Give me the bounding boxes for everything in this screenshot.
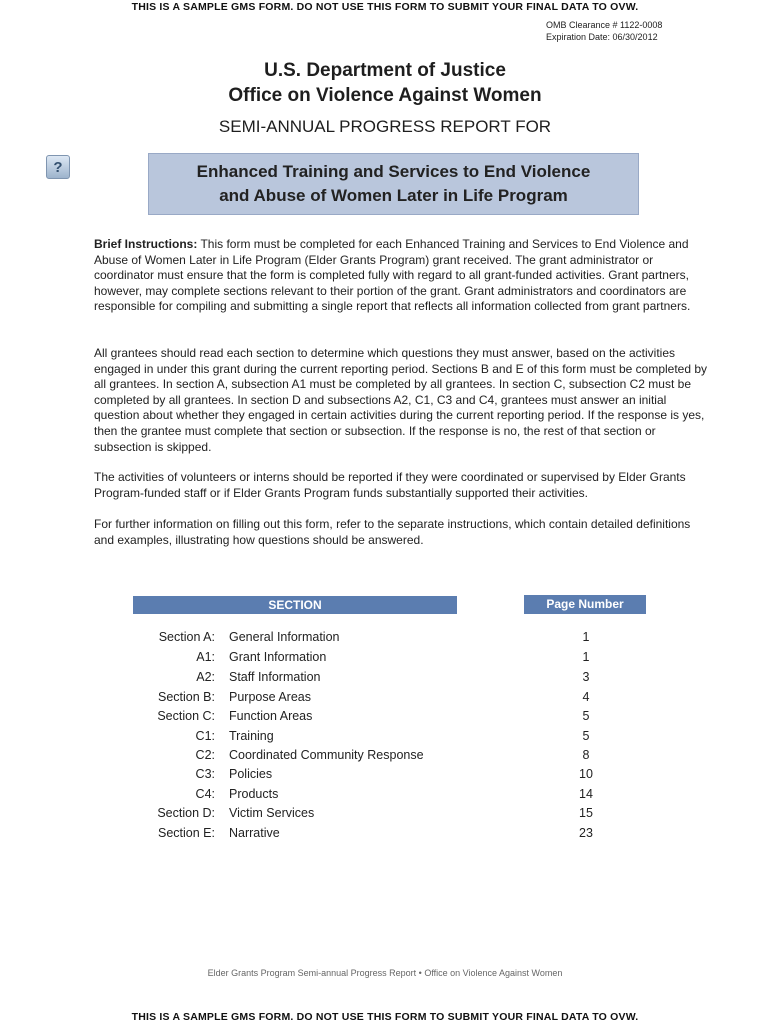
toc-code: Section E: — [158, 826, 215, 840]
program-title-line2: and Abuse of Women Later in Life Program — [219, 186, 568, 205]
bottom-warning: THIS IS A SAMPLE GMS FORM. DO NOT USE THIS FORM TO SUBMIT YOUR FINAL DATA TO OVW. — [131, 1011, 639, 1023]
toc-section-header: SECTION — [133, 596, 457, 614]
instructions-label: Brief Instructions: — [94, 237, 198, 251]
toc-row — [0, 690, 770, 709]
toc-row — [0, 650, 770, 669]
help-icon[interactable]: ? — [46, 155, 70, 179]
toc-row — [0, 787, 770, 806]
toc-row — [0, 826, 770, 845]
toc-page: 3 — [582, 670, 590, 684]
toc-page: 8 — [582, 748, 590, 762]
toc-row — [0, 748, 770, 767]
page-footer: Elder Grants Program Semi-annual Progress Report • Office on Violence Against Women — [207, 968, 563, 978]
toc-code: C1: — [195, 729, 215, 743]
toc-page: 15 — [579, 806, 593, 820]
toc-title: Purpose Areas — [229, 690, 311, 704]
toc-page: 10 — [579, 767, 593, 781]
toc-title: Narrative — [229, 826, 280, 840]
toc-row — [0, 767, 770, 786]
program-banner — [148, 153, 639, 215]
toc-title: Staff Information — [229, 670, 321, 684]
program-title-line1: Enhanced Training and Services to End Violence — [196, 162, 591, 181]
toc-page: 4 — [582, 690, 590, 704]
toc-code: A1: — [196, 650, 215, 664]
toc-title: Coordinated Community Response — [229, 748, 424, 762]
report-title: SEMI-ANNUAL PROGRESS REPORT FOR — [218, 117, 552, 136]
toc-row — [0, 806, 770, 825]
top-warning: THIS IS A SAMPLE GMS FORM. DO NOT USE THIS FORM TO SUBMIT YOUR FINAL DATA TO OVW. — [131, 1, 639, 13]
toc-code: Section B: — [158, 690, 215, 704]
toc-title: Grant Information — [229, 650, 327, 664]
toc-row — [0, 670, 770, 689]
toc-page: 23 — [579, 826, 593, 840]
toc-code: C3: — [195, 767, 215, 781]
toc-page-header: Page Number — [524, 595, 646, 614]
toc-code: C4: — [195, 787, 215, 801]
toc-title: Products — [229, 787, 279, 801]
instructions-text-1: This form must be completed for each Enhanced Training and Services to End Violence and Abuse of Women Later in Life Program (Elder Grants Program) grant received. The grant administrator or coordinator must ensure that the form is completed fully with regard to all grant-funded activities. Grant partners, however, may complete sections relevant to their portion of the grant. Grant administrators and coordinators are responsible for compiling and submitting a single report that reflects all information collected from grant partners. — [94, 237, 691, 314]
department-title: U.S. Department of Justice — [264, 60, 506, 81]
toc-row — [0, 630, 770, 649]
toc-code: Section D: — [157, 806, 215, 820]
toc-page: 1 — [582, 630, 590, 644]
toc-title: Policies — [229, 767, 273, 781]
toc-title: Training — [229, 729, 274, 743]
toc-code: Section C: — [157, 709, 215, 723]
toc-page: 5 — [582, 729, 590, 743]
toc-row — [0, 729, 770, 748]
toc-page: 14 — [579, 787, 593, 801]
toc-page: 5 — [582, 709, 590, 723]
omb-info — [546, 19, 662, 43]
omb-expiration: Expiration Date: 06/30/2012 — [546, 32, 658, 42]
toc-title: Function Areas — [229, 709, 313, 723]
toc-page: 1 — [582, 650, 590, 664]
toc-code: C2: — [195, 748, 215, 762]
omb-clearance: OMB Clearance # 1122-0008 — [546, 20, 663, 30]
toc-row — [0, 709, 770, 728]
instructions-paragraph-3: The activities of volunteers or interns should be reported if they were coordinated or supervised by Elder Grants Program-funded staff or if Elder Grants Program funds substantially supported their activities. — [94, 470, 686, 500]
office-title: Office on Violence Against Women — [228, 85, 542, 106]
instructions-paragraph-4: For further information on filling out this form, refer to the separate instructions, which contain detailed definitions and examples, illustrating how questions should be answered. — [94, 517, 691, 547]
instructions-paragraph-1 — [94, 237, 710, 315]
instructions-paragraph-2: All grantees should read each section to determine which questions they must answer, based on the activities engaged in under this grant during the current reporting period. Sections B and E of this form must be completed by all grantees. In section A, subsection A1 must be completed by all grantees. In section C, subsection C2 must be completed by all grantees. In section D and subsections A2, C1, C3 and C4, grantees must answer an initial question about whether they engaged in certain activities during the current reporting period. If the response is yes, then the grantee must complete that section or subsection. If the response is no, the rest of that section or subsection is skipped. — [94, 346, 708, 454]
toc-code: A2: — [196, 670, 215, 684]
toc-title: Victim Services — [229, 806, 315, 820]
toc-code: Section A: — [158, 630, 215, 644]
toc-title: General Information — [229, 630, 340, 644]
